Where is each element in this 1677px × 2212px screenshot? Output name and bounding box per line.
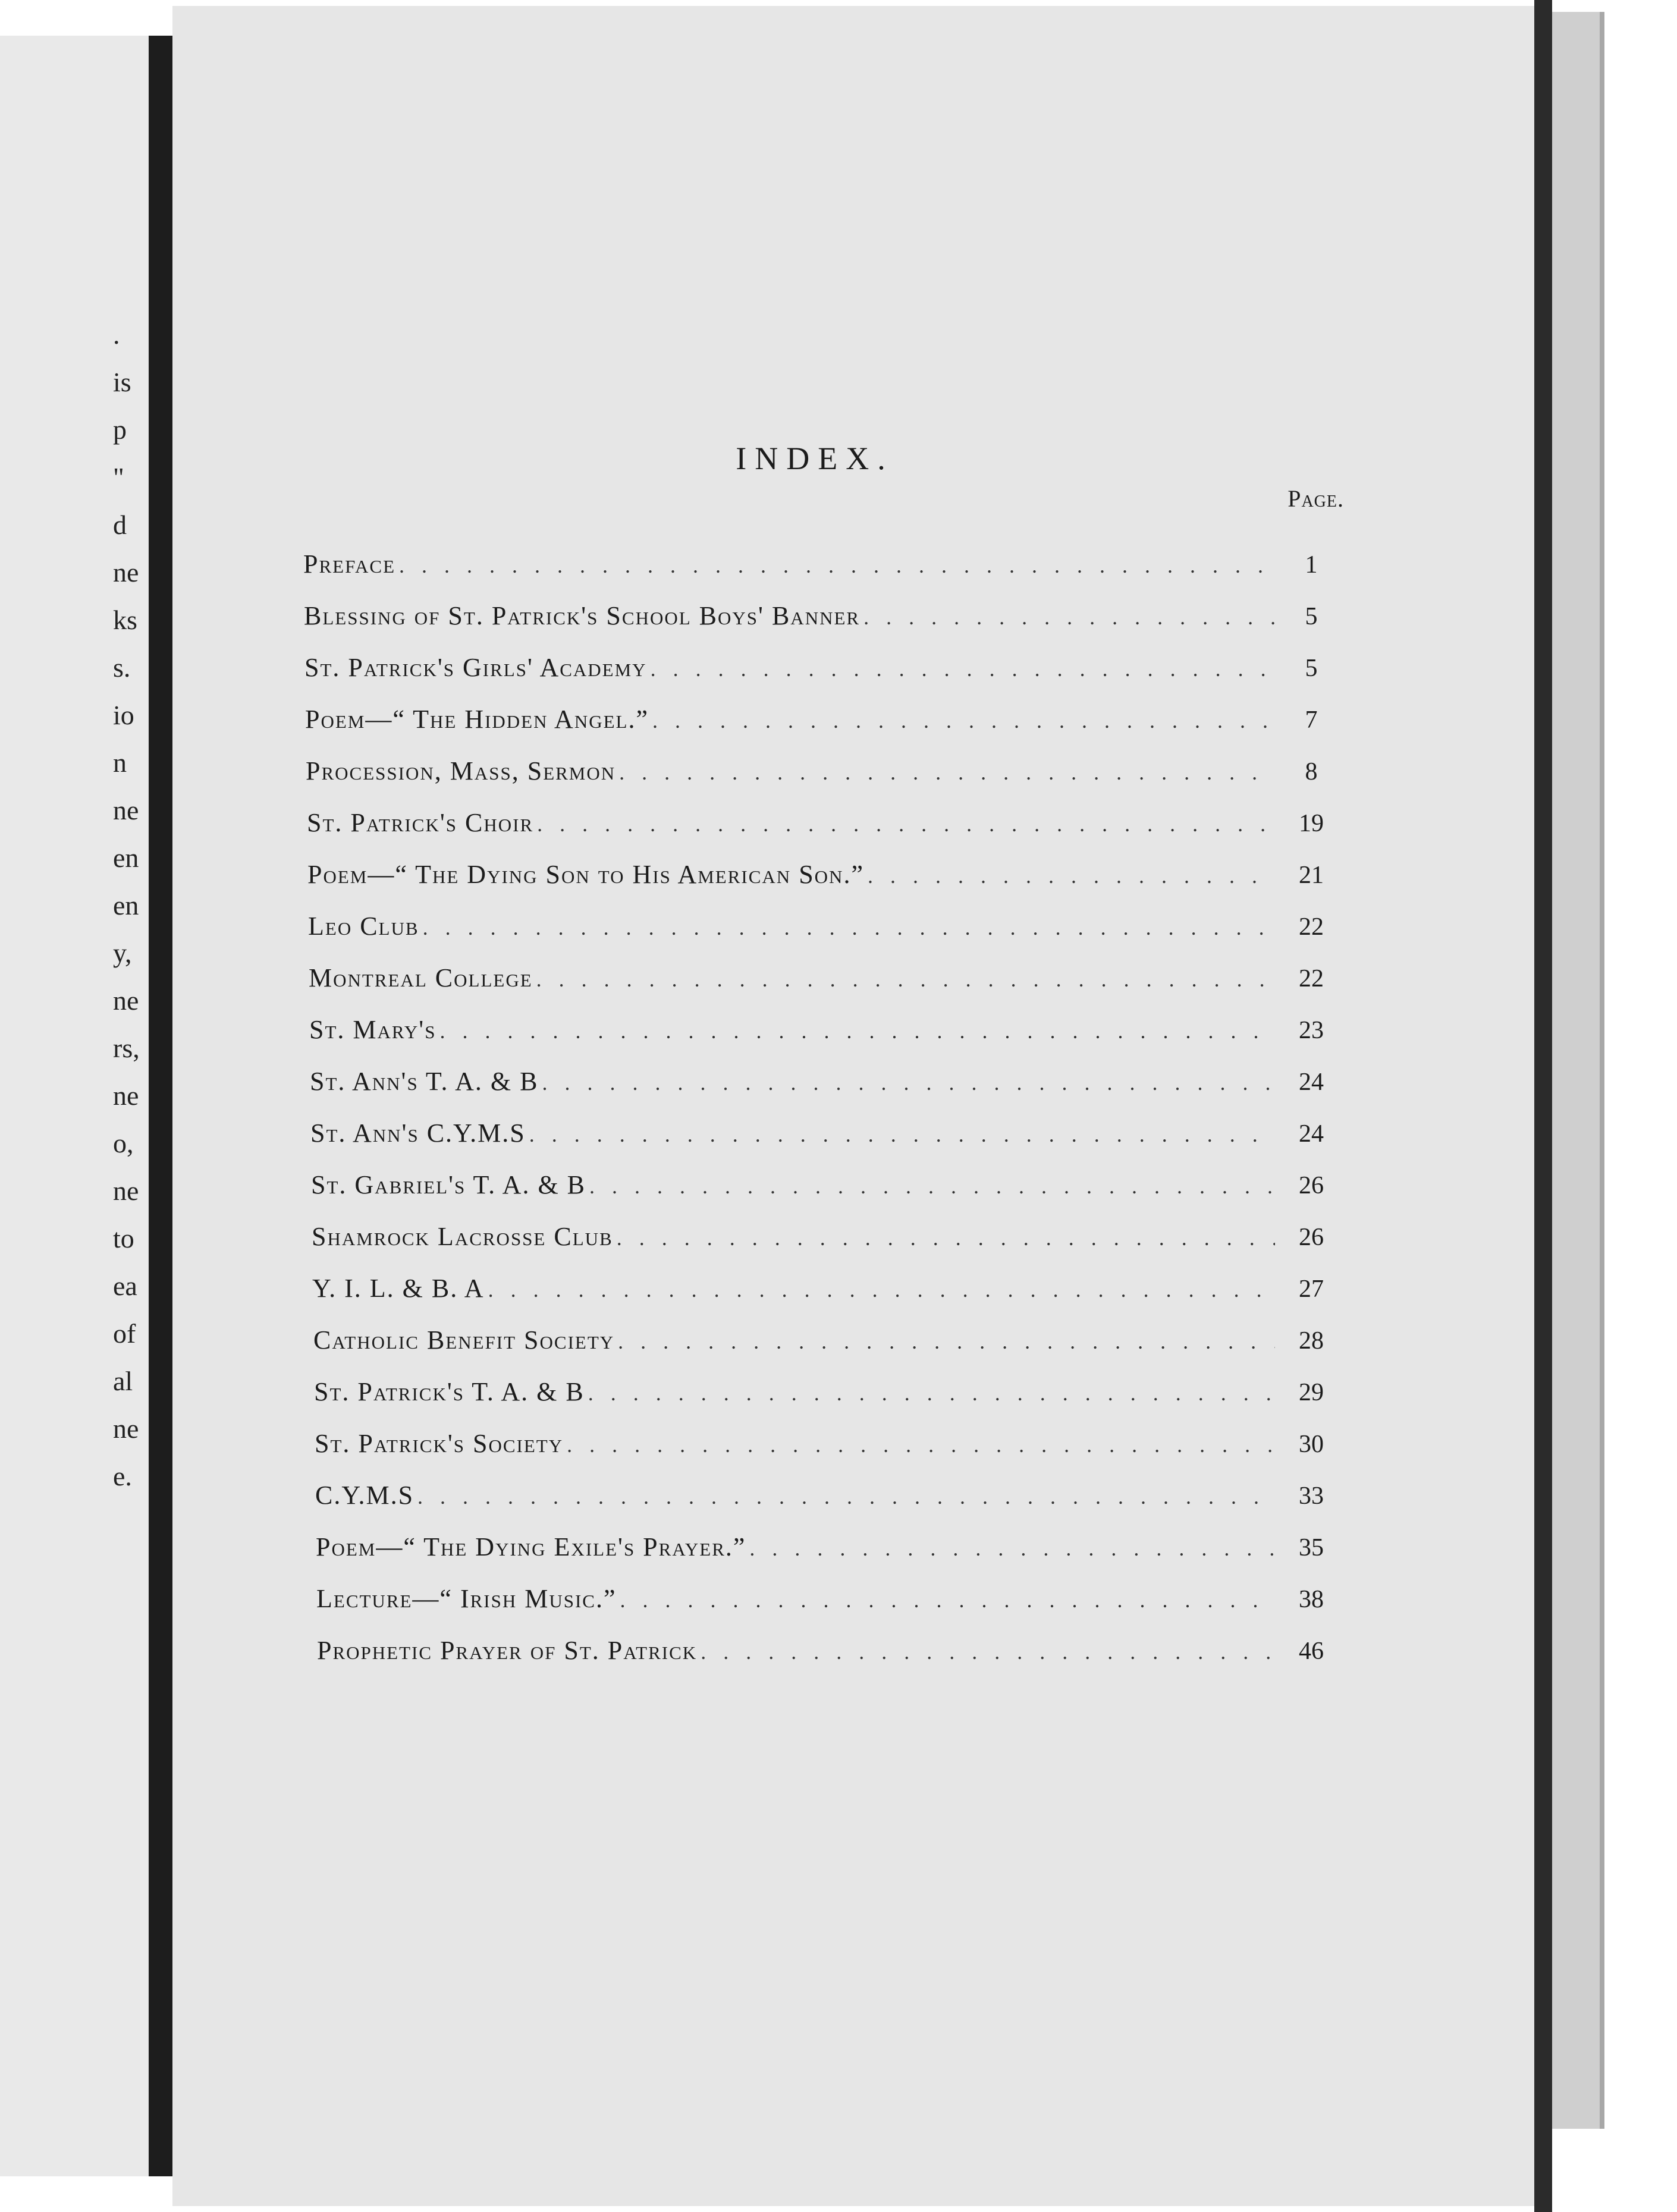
entry-title: St. Ann's T. A. & B xyxy=(310,1067,539,1096)
entry-page-number: 22 xyxy=(1299,965,1324,992)
left-page-fragment: n xyxy=(113,747,127,778)
left-page-fragment: " xyxy=(113,462,124,492)
index-entry xyxy=(303,1159,1338,1211)
entry-page-number: 38 xyxy=(1299,1586,1324,1613)
index-entry xyxy=(303,642,1338,693)
left-page-fragment: p xyxy=(113,414,127,445)
entry-title: Y. I. L. & B. A xyxy=(312,1274,485,1303)
index-entry xyxy=(303,1314,1338,1366)
entry-title: St. Mary's xyxy=(309,1015,436,1044)
dot-leader xyxy=(542,1057,1275,1109)
index-entry xyxy=(303,1573,1338,1625)
book-gutter xyxy=(149,36,172,2176)
left-page-fragment: ea xyxy=(113,1271,137,1301)
dot-leader xyxy=(868,850,1275,902)
index-entries xyxy=(303,538,1338,1676)
dot-leader xyxy=(618,1316,1275,1368)
left-page-fragment: ne xyxy=(113,557,139,587)
left-page-fragment: is xyxy=(113,367,131,397)
dot-leader xyxy=(651,643,1275,695)
index-entry xyxy=(303,693,1338,745)
page-edge-shadow xyxy=(1534,0,1552,2212)
entry-title: St. Gabriel's T. A. & B xyxy=(311,1170,586,1199)
entry-title: Leo Club xyxy=(308,912,419,941)
index-entry xyxy=(303,1107,1338,1159)
dot-leader xyxy=(439,1006,1275,1057)
entry-page-number: 23 xyxy=(1299,1017,1324,1044)
entry-title: Catholic Benefit Society xyxy=(313,1325,615,1355)
entry-page-number: 26 xyxy=(1299,1172,1324,1199)
dot-leader xyxy=(588,1368,1275,1419)
entry-page-number: 1 xyxy=(1305,551,1318,579)
entry-page-number: 29 xyxy=(1299,1379,1324,1406)
scan-margin xyxy=(1604,0,1677,2212)
index-entry xyxy=(303,1625,1338,1676)
index-entry xyxy=(303,1469,1338,1521)
dot-leader xyxy=(536,954,1275,1006)
index-entry xyxy=(303,1055,1338,1107)
dot-leader xyxy=(537,799,1275,850)
dot-leader xyxy=(567,1419,1275,1471)
entry-page-number: 28 xyxy=(1299,1327,1324,1355)
left-page-fragment: of xyxy=(113,1318,136,1349)
entry-page-number: 21 xyxy=(1299,862,1324,889)
left-page-fragment: en xyxy=(113,890,139,920)
index-entry xyxy=(303,797,1338,849)
dot-leader xyxy=(701,1626,1275,1678)
entry-title: Poem—“ The Hidden Angel.” xyxy=(305,705,649,734)
dot-leader xyxy=(423,902,1275,954)
index-entry xyxy=(303,900,1338,952)
left-page-fragment: y, xyxy=(113,938,132,968)
index-entry xyxy=(303,590,1338,642)
dot-leader xyxy=(488,1264,1275,1316)
dot-leader xyxy=(619,747,1275,799)
entry-title: St. Patrick's Society xyxy=(315,1429,564,1458)
index-entry xyxy=(303,1262,1338,1314)
index-entry xyxy=(303,1366,1338,1418)
entry-page-number: 5 xyxy=(1305,655,1318,682)
left-page-fragment: ks xyxy=(113,605,137,635)
entry-title: Prophetic Prayer of St. Patrick xyxy=(317,1636,698,1665)
index-entry xyxy=(303,1211,1338,1262)
entry-title: Lecture—“ Irish Music.” xyxy=(316,1584,617,1613)
left-facing-page xyxy=(0,36,149,2176)
dot-leader xyxy=(749,1523,1275,1575)
left-page-fragment: en xyxy=(113,843,139,873)
entry-page-number: 5 xyxy=(1305,603,1318,630)
left-page-fragment: s. xyxy=(113,652,131,683)
entry-title: St. Patrick's Choir xyxy=(307,808,534,837)
left-page-fragment: ne xyxy=(113,795,139,825)
left-page-fragment: e. xyxy=(113,1461,132,1491)
entry-title: Poem—“ The Dying Son to His American Son.” xyxy=(307,860,864,889)
page-column-label: Page. xyxy=(1287,485,1344,512)
index-heading: INDEX. xyxy=(736,441,894,476)
dot-leader xyxy=(399,540,1275,592)
left-page-fragment: d xyxy=(113,510,127,540)
dot-leader xyxy=(863,592,1275,643)
entry-title: Shamrock Lacrosse Club xyxy=(312,1222,613,1251)
entry-title: Poem—“ The Dying Exile's Prayer.” xyxy=(316,1532,746,1561)
entry-title: Blessing of St. Patrick's School Boys' Banner xyxy=(304,601,861,630)
entry-page-number: 46 xyxy=(1299,1638,1324,1665)
left-page-fragment: ne xyxy=(113,1176,139,1206)
entry-title: Procession, Mass, Sermon xyxy=(306,756,616,785)
page-edge-stack xyxy=(1552,12,1604,2129)
entry-title: C.Y.M.S xyxy=(315,1481,414,1510)
entry-title: Montreal College xyxy=(309,963,533,992)
entry-page-number: 30 xyxy=(1299,1431,1324,1458)
dot-leader xyxy=(529,1109,1275,1161)
dot-leader xyxy=(417,1471,1275,1523)
entry-page-number: 19 xyxy=(1299,810,1324,837)
entry-page-number: 24 xyxy=(1299,1069,1324,1096)
index-entry xyxy=(303,952,1338,1004)
left-page-fragment: ne xyxy=(113,1080,139,1111)
left-page-fragment: ne xyxy=(113,1413,139,1444)
left-page-fragment: al xyxy=(113,1366,133,1396)
index-entry xyxy=(303,1004,1338,1055)
dot-leader xyxy=(652,695,1275,747)
index-entry xyxy=(303,538,1338,590)
entry-page-number: 22 xyxy=(1299,913,1324,941)
entry-page-number: 27 xyxy=(1299,1275,1324,1303)
entry-page-number: 24 xyxy=(1299,1120,1324,1148)
dot-leader xyxy=(617,1212,1275,1264)
left-page-fragment: to xyxy=(113,1223,134,1253)
entry-title: St. Ann's C.Y.M.S xyxy=(310,1118,526,1148)
left-page-fragment: . xyxy=(113,319,120,350)
dot-leader xyxy=(620,1575,1275,1626)
index-entry xyxy=(303,1521,1338,1573)
left-page-fragment: o, xyxy=(113,1128,134,1158)
entry-page-number: 7 xyxy=(1305,706,1318,734)
entry-page-number: 33 xyxy=(1299,1482,1324,1510)
entry-title: St. Patrick's T. A. & B xyxy=(314,1377,585,1406)
dot-leader xyxy=(589,1161,1275,1212)
index-entry xyxy=(303,849,1338,900)
index-entry xyxy=(303,745,1338,797)
left-page-fragment: rs, xyxy=(113,1033,140,1063)
entry-page-number: 35 xyxy=(1299,1534,1324,1561)
index-entry xyxy=(303,1418,1338,1469)
entry-title: St. Patrick's Girls' Academy xyxy=(304,653,647,682)
entry-page-number: 26 xyxy=(1299,1224,1324,1251)
entry-page-number: 8 xyxy=(1305,758,1318,785)
entry-title: Preface xyxy=(303,549,396,579)
left-page-fragment: ne xyxy=(113,985,139,1016)
left-page-fragment: io xyxy=(113,700,134,730)
